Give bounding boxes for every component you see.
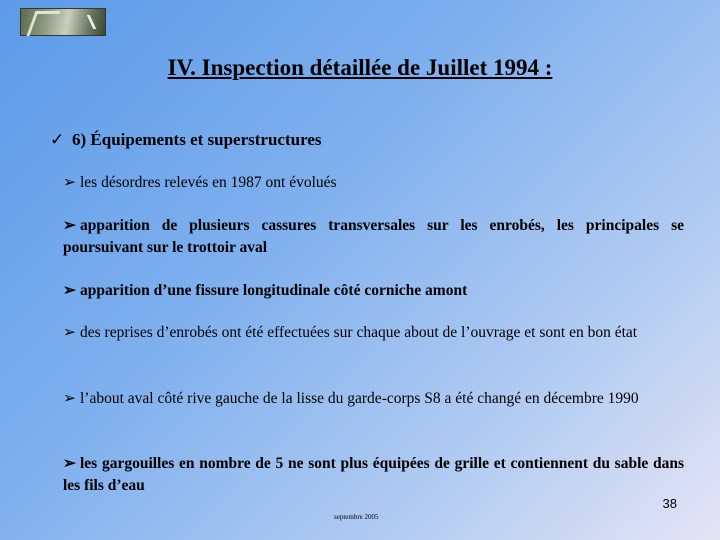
bullet-text: apparition d’une fissure longitudinale côté corniche amont [80,282,468,299]
footer-date: septembre 2005 [334,513,379,521]
section-heading [50,130,321,150]
header-photo-thumbnail [20,8,106,36]
bullet-text: apparition de plusieurs cassures transversales sur les enrobés, les principales se poursuivant sur le trottoir aval [63,217,684,256]
arrow-bullet-icon: ➢ [63,217,76,234]
slide-title: IV. Inspection détaillée de Juillet 1994 : [167,55,553,80]
bullet-item [63,388,684,410]
bullet-text: des reprises d’enrobés ont été effectuées sur chaque about de l’ouvrage et sont en bon état [80,324,638,341]
bullet-item [63,172,684,194]
bullet-item [63,453,684,497]
arrow-bullet-icon: ➢ [63,455,76,472]
bullet-item [63,215,684,259]
arrow-bullet-icon: ➢ [63,390,76,407]
bullet-text: les gargouilles en nombre de 5 ne sont plus équipées de grille et contiennent du sable dans les fils d’eau [63,455,684,494]
page-number: 38 [662,496,677,511]
bullet-item [63,322,684,344]
bullet-item [63,280,684,302]
arrow-bullet-icon: ➢ [63,174,76,191]
bullet-text: les désordres relevés en 1987 ont évolués [80,174,337,191]
arrow-bullet-icon: ➢ [63,324,76,341]
checkmark-icon: ✓ [50,130,65,149]
section-heading-text: 6) Équipements et superstructures [72,130,322,149]
arrow-bullet-icon: ➢ [63,282,76,299]
bullet-text: l’about aval côté rive gauche de la lisse du garde-corps S8 a été changé en décembre 1990 [80,390,639,407]
